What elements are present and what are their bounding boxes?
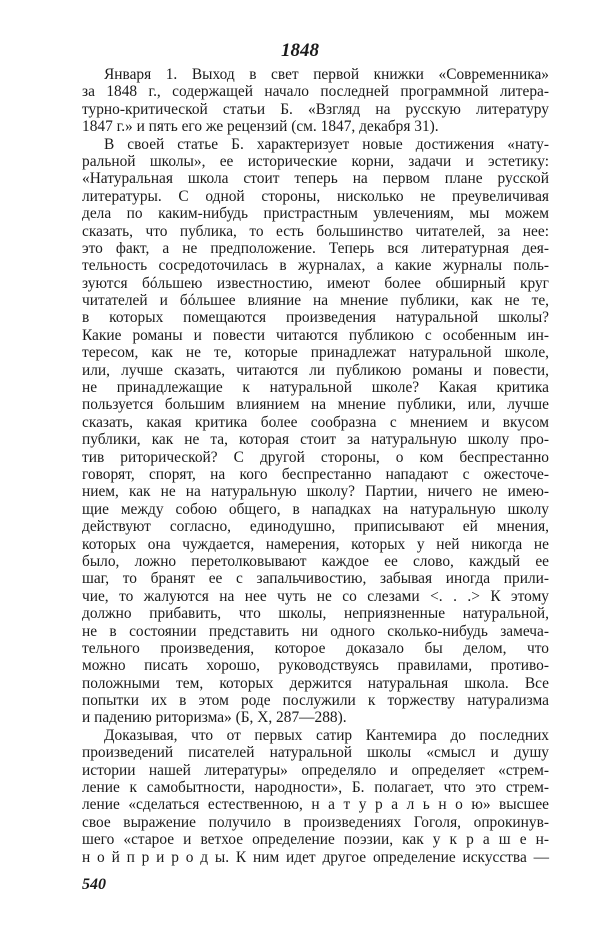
text-line: нием, как не на натуральную школу? Партии, ничего не имею- <box>82 483 549 501</box>
text-line: шаг, то бранят ее с запальчивостию, забывая иногда прили- <box>82 570 549 588</box>
text-line: которых она чуждается, намерения, которых у ней никогда не <box>82 535 549 553</box>
text-line: Доказывая, что от первых сатир Кантемира до последних <box>104 726 549 744</box>
text-line: н о й п р и р о д ы. К ним идет другое определение искусства — <box>82 848 549 866</box>
text-line: тельного произведения, которое доказало бы делом, что <box>82 639 549 657</box>
text-line: должно прибавить, что школы, неприязненные натуральной, <box>82 605 549 623</box>
text-line: попытки их в этом роде послужили к торжеству натурализма <box>82 692 549 710</box>
paragraph <box>82 66 549 136</box>
text-line: тересом, как не те, которые принадлежат натуральной школе, <box>82 344 549 362</box>
text-line: ление к самобытности, народности», Б. полагает, что это стрем- <box>82 779 549 797</box>
text-line: ление «сделаться естественною, н а т у р а л ь н о ю» высшее <box>82 796 549 814</box>
text-line: было, ложно перетолковывают каждое ее слово, каждый ее <box>82 552 549 570</box>
text-line: или, лучше сказать, читаются ли публикою романы и повести, <box>82 361 549 379</box>
page-number: 540 <box>82 876 106 893</box>
text-line: чие, то жалуются на нее чуть не со слезами <. . .> К этому <box>82 587 549 605</box>
text-line: литературы. С одной стороны, нисколько не преувеличивая <box>82 187 549 205</box>
text-line: можно писать хорошо, руководствуясь правилами, противо- <box>82 657 549 675</box>
text-line: сказать, что публика, то есть большинство читателей, за нее: <box>82 222 549 240</box>
text-line: «Натуральная школа стоит теперь на первом плане русской <box>82 170 549 188</box>
text-line: не принадлежащие к натуральной школе? Какая критика <box>82 379 549 397</box>
text-line: не в состоянии представить ни одного сколько-нибудь замеча- <box>82 622 549 640</box>
text-line: ральной школы», ее исторические корни, задачи и эстетику: <box>82 152 549 170</box>
text-line: в которых помещаются произведения натуральной школы? <box>82 309 549 327</box>
text-line: Января 1. Выход в свет первой книжки «Современника» <box>104 66 549 83</box>
text-line: зуются бóльшею известностию, имеют более обширный круг <box>82 274 549 292</box>
text-line: щие между собою общего, в нападках на натуральную школу <box>82 500 549 518</box>
text-line: пользуется большим влиянием на мнение публики, или, лучше <box>82 396 549 414</box>
text-line: публики, как не та, которая стоит за натуральную школу про- <box>82 431 549 449</box>
paragraph <box>82 136 549 727</box>
text-line: турно-критической статьи Б. «Взгляд на русскую литературу <box>82 100 549 118</box>
text-line: за 1848 г., содержащей начало последней программной литера- <box>82 83 549 101</box>
text-line: говорят, спорят, на кого беспрестанно нападают с ожесточе- <box>82 465 549 483</box>
text-line: В своей статье Б. характеризует новые достижения «нату- <box>104 135 549 153</box>
text-line: Какие романы и повести читаются публикою с особенным ин- <box>82 326 549 344</box>
text-line: читателей и бóльшее влияние на мнение публики, как не те, <box>82 292 549 310</box>
text-line: положными тем, которых держится натуральная школа. Все <box>82 674 549 692</box>
text-line: сказать, какая критика более сообразна с мнением и вкусом <box>82 413 549 431</box>
text-line: тив риторической? С другой стороны, о ком беспрестанно <box>82 448 549 466</box>
text-line: и падению риторизма» (Б, X, 287—288). <box>82 709 347 727</box>
text-line: это факт, а не предположение. Теперь вся литературная дея- <box>82 239 549 257</box>
text-line: тельность сосредоточилась в журналах, а какие журналы поль- <box>82 257 549 275</box>
text-line: действуют согласно, единодушно, приписывают ей мнения, <box>82 518 549 536</box>
paragraph <box>82 727 549 866</box>
page-body-text <box>82 66 549 866</box>
text-line: истории нашей литературы» определяло и определяет «стрем- <box>82 761 549 779</box>
year-heading: 1848 <box>281 40 319 61</box>
text-line: произведений писателей натуральной школы «смысл и душу <box>82 744 549 762</box>
text-line: шего «старое и ветхое определение поэзии, как у к р а ш е н- <box>82 831 549 849</box>
text-line: свое выражение получило в произведениях Гоголя, опрокинув- <box>82 813 549 831</box>
text-line: дела по каким-нибудь пристрастным увлечениям, мы можем <box>82 205 549 223</box>
text-line: 1847 г.» и пять его же рецензий (см. 1847, декабря 31). <box>82 118 439 136</box>
